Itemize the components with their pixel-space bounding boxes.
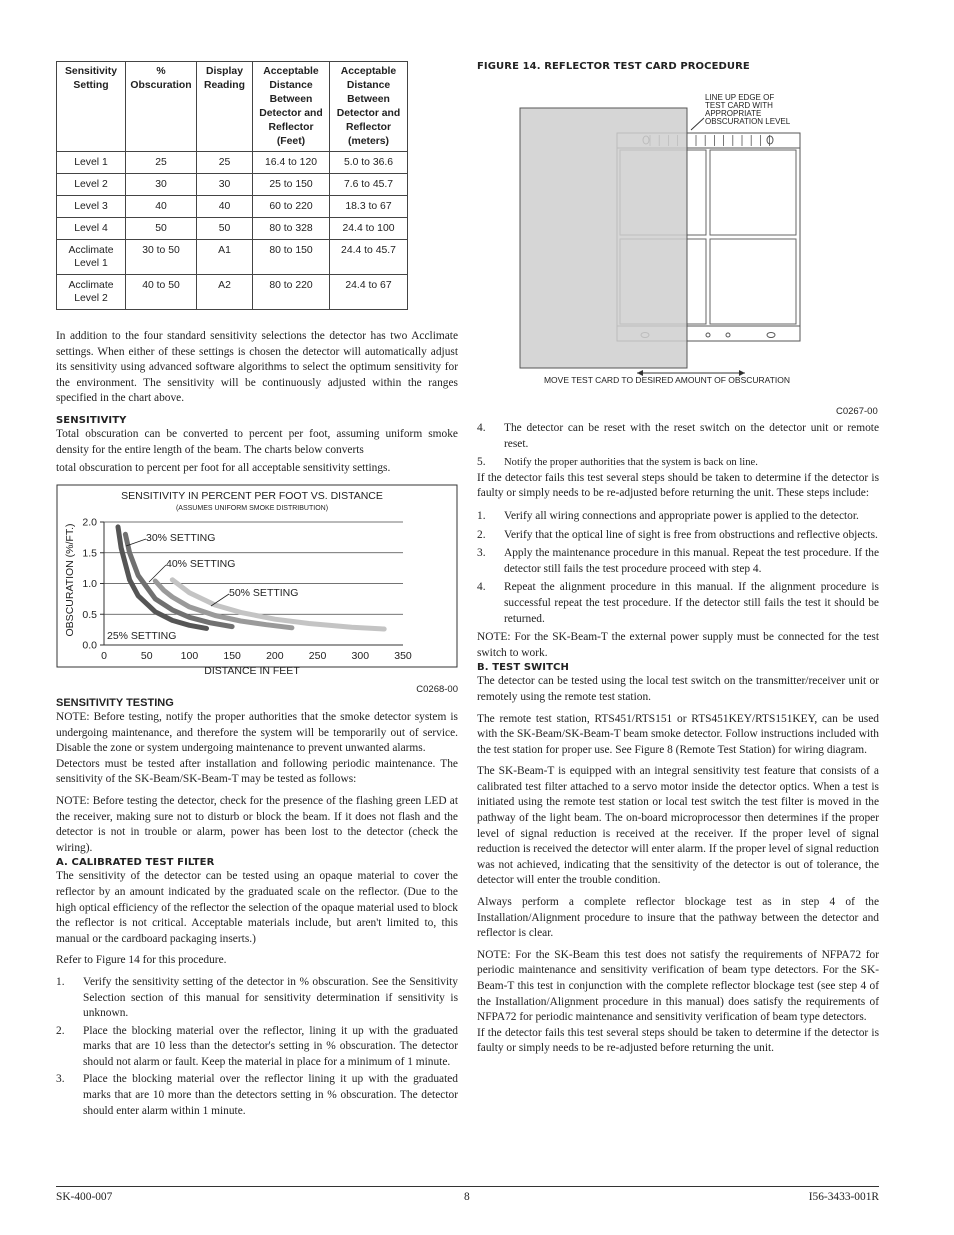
table-cell: A1 [197,240,253,275]
table-cell: Acclimate Level 1 [57,240,126,275]
table-cell: 5.0 to 36.6 [330,152,408,174]
table-cell: 25 [197,152,253,174]
table-cell: 40 [197,196,253,218]
table-cell: 30 to 50 [126,240,197,275]
table-cell: 60 to 220 [253,196,330,218]
series-label: 50% SETTING [229,587,299,599]
series-label: 25% SETTING [107,630,177,642]
paragraph: The SK-Beam-T is equipped with an integral sensitivity test feature that consists of a calibrated test filter attached to a servo motor inside the detector optics. When a test is initiated using the remote test station or local test switch the test filter is moved in the pathway of the light beam. The on-board microprocessor then determines if the proper level of signal reduction is received at the receiver. If the proper level of signal reduction is received the detector will enter alarm. If the proper level of signal reduction was not achieved, indicating that the sensitivity of the detector is out of tolerance, the detector will enter the trouble condition. [477,765,879,887]
paragraph: The detector can be tested using the local test switch on the transmitter/receiver unit or remotely using the remote test station. [477,675,879,703]
x-tick-label: 200 [266,650,284,662]
x-tick-label: 350 [394,650,412,662]
callout-label: LINE UP EDGE OF [705,93,775,102]
callout-label: OBSCURATION LEVEL [705,117,791,126]
y-tick-label: 0.5 [82,608,97,621]
paragraph: If the detector fails this test several steps should be taken to determine if the detector is faulty or simply needs to be re-adjusted before returning the unit. [477,1026,879,1055]
y-axis-label: OBSCURATION (%/FT.) [64,523,76,637]
x-tick-label: 100 [180,650,199,662]
paragraph: Total obscuration can be converted to percent per foot, assuming uniform smoke density for the entire length of the beam. The charts below converts [56,427,458,456]
callout-leader [691,118,704,130]
y-tick-label: 0.0 [82,639,97,652]
paragraph: NOTE: For the SK-Beam this test does not satisfy the requirements of NFPA72 for periodic maintenance and sensitivity verification of beam type detectors. For the SK-Beam-T this test in conjunction with the complete reflector blockage test (see step 4 of the Installation/Alignment procedure in this manual) does satisfy the requirements of NFPA72 for periodic maintenance and sensitivity verification of beam type detectors. [477,948,879,1024]
paragraph: NOTE: Before testing the detector, check for the presence of the flashing green LED at the receiver, making sure not to disturb or block the beam. If it does not flash and the detector is not in trouble or alarm, power has been lost to the detector (check the wiring). [56,794,458,854]
table-cell: Level 1 [57,152,126,174]
callout-label: APPROPRIATE [705,109,762,118]
table-cell: 16.4 to 120 [253,152,330,174]
sensitivity-table [56,61,408,310]
table-cell: 30 [197,174,253,196]
x-tick-label: 250 [308,650,327,662]
section-heading-test-switch: B. TEST SWITCH [477,662,569,674]
series-label: 30% SETTING [146,532,216,544]
table-cell: A2 [197,275,253,310]
list-item: 2. Verify that the optical line of sight is free from obstructions and reflective objects. [477,528,878,541]
column-header: Acceptable Distance Between Detector and Reflector (Feet) [253,62,330,152]
paragraph: In addition to the four standard sensitivity selections the detector has two Acclimate settings. When either of these settings is chosen the detector will automatically adjust its sensitivity using advanced software algorithms to select the optimum sensitivity for the environment. The sensitivity will be continuously adjusted within the ranges specified in the chart above. [56,330,458,405]
column-header: % Obscuration [126,62,197,152]
troubleshooting-steps [477,509,879,627]
list-item: 3. Place the blocking material over the reflector lining it up with the graduated marks that are 10 more than the detectors setting in % obscuration. The detector should enter alarm within 1 minute. [56,1073,458,1117]
table-row [57,240,408,275]
figure-title: FIGURE 14. REFLECTOR TEST CARD PROCEDURE [477,61,750,72]
x-tick-label: 300 [351,650,370,662]
procedure-steps [56,975,458,1119]
list-item: 4. Repeat the alignment procedure in this manual. If the alignment procedure is successful repeat the test procedure. If the detector still fails the test it should be returned. [477,581,879,625]
list-item: 1. Verify the sensitivity setting of the detector in % obscuration. See the Sensitivity Selection section of this manual for sensitivity determination if sensitivity is unknown. [56,975,458,1020]
table-row [57,174,408,196]
x-tick-label: 150 [223,650,241,662]
list-item: 2. Place the blocking material over the reflector, lining it up with the graduated marks that are 10 less than the detector's setting in % obscuration. The detector should not alarm or fault. Keep the material in place for a minimum of 1 minute. [56,1024,458,1068]
section-heading-calibrated: A. CALIBRATED TEST FILTER [56,857,215,869]
table-cell: 7.6 to 45.7 [330,174,408,196]
paragraph: Refer to Figure 14 for this procedure. [56,954,227,967]
paragraph: NOTE: For the SK-Beam-T the external power supply must be connected for the test switch to work. [477,631,879,659]
table-row [57,218,408,240]
table-cell: 24.4 to 100 [330,218,408,240]
table-row [57,152,408,174]
table-cell: Level 3 [57,196,126,218]
y-tick-label: 2.0 [82,516,97,529]
table-cell: 40 [126,196,197,218]
section-heading-testing: SENSITIVITY TESTING [56,697,174,709]
chart-code: C0268-00 [416,684,458,695]
column-header: Acceptable Distance Between Detector and Reflector (meters) [330,62,408,152]
paragraph: NOTE: Before testing, notify the proper authorities that the smoke detector system is undergoing maintenance, and therefore the system will be temporarily out of service. Disable the zone or system undergoing maintenance to prevent unwanted alarms. [56,711,458,755]
acclimate-section [56,329,458,477]
table-cell: 25 to 150 [253,174,330,196]
table-cell: 30 [126,174,197,196]
chart-svg [56,484,458,684]
table-row [57,196,408,218]
table-cell: Acclimate Level 2 [57,275,126,310]
figure-code: C0267-00 [836,406,878,417]
list-item: 3. Apply the maintenance procedure in this manual. Repeat the test procedure. If the detector still fails the test procedure proceed with step 4. [477,547,879,575]
list-item: 4. The detector can be reset with the reset switch on the detector unit or remote reset. [477,422,879,450]
reflector-diagram [519,88,819,388]
reflector-panel [710,239,796,324]
testing-section [56,697,458,1119]
paragraph: The sensitivity of the detector can be tested using an opaque material to cover the reflector by an amount indicated by the graduated scale on the reflector. (Due to the high optical efficiency of the reflector the selection of the opaque material used to block the reflector is not critical. Acceptable materials include, but aren't limited to, this manual or the cardboard packaging inserts.) [56,870,458,945]
test-card [520,108,687,368]
reflector-panel [710,150,796,235]
chart-title: SENSITIVITY IN PERCENT PER FOOT VS. DISTANCE [121,490,383,502]
list-item: 5. Notify the proper authorities that the system is back on line. [477,456,758,469]
sensitivity-chart [56,484,458,695]
table-row [57,275,408,310]
x-tick-label: 50 [140,650,153,662]
table-cell: 25 [126,152,197,174]
table-cell: 40 to 50 [126,275,197,310]
table-cell: Level 4 [57,218,126,240]
table-cell: 80 to 150 [253,240,330,275]
column-header: Sensitivity Setting [57,62,126,152]
y-tick-label: 1.0 [82,578,97,590]
list-item: 1. Verify all wiring connections and appropriate power is applied to the detector. [477,509,859,522]
paragraph: Always perform a complete reflector blockage test as in step 4 of the Installation/Alignment procedure to insure that the pathway between the detector and reflector is clear. [477,896,879,940]
table-cell: 50 [126,218,197,240]
table-cell: 80 to 220 [253,275,330,310]
callout-label: TEST CARD WITH [705,101,773,110]
table-cell: Level 2 [57,174,126,196]
figure-bottom-label: MOVE TEST CARD TO DESIRED AMOUNT OF OBSCURATION [543,375,791,385]
y-tick-label: 1.5 [82,547,97,560]
chart-subtitle: (ASSUMES UNIFORM SMOKE DISTRIBUTION) [175,505,329,512]
column-header: Display Reading [197,62,253,152]
section-heading-sensitivity: SENSITIVITY [56,414,127,426]
footer-revision: I56-3433-001R [808,1191,879,1203]
paragraph: Detectors must be tested after installation and following periodic maintenance. The sensitivity of the SK-Beam/SK-Beam-T may be tested as follows: [56,757,458,786]
series-label: 40% SETTING [166,558,236,570]
procedure-steps-continued [477,421,879,471]
paragraph: If the detector fails this test several steps should be taken to determine if the detector is faulty or simply needs to be re-adjusted before returning the unit. These steps include: [477,471,879,500]
table-cell: 80 to 328 [253,218,330,240]
table-cell: 18.3 to 67 [330,196,408,218]
table-cell: 50 [197,218,253,240]
page-footer [56,1186,879,1203]
footer-doc-number: SK-400-007 [56,1191,113,1203]
right-column [477,421,879,1057]
x-axis-label: DISTANCE IN FEET [204,665,300,677]
table-cell: 24.4 to 67 [330,275,408,310]
paragraph: The remote test station, RTS451/RTS151 or RTS451KEY/RTS151KEY, can be used with the SK-Beam/SK-Beam-T beam smoke detector. Follow instructions included with the test station for proper use. See Figure 8 (Remote Test Station) for wiring diagram. [477,712,879,756]
table-cell: 24.4 to 45.7 [330,240,408,275]
reflector-figure [519,88,819,388]
x-tick-label: 0 [101,650,107,662]
page-number: 8 [464,1191,470,1203]
paragraph: total obscuration to percent per foot for all acceptable sensitivity settings. [56,462,391,475]
table-header-row [57,62,408,152]
